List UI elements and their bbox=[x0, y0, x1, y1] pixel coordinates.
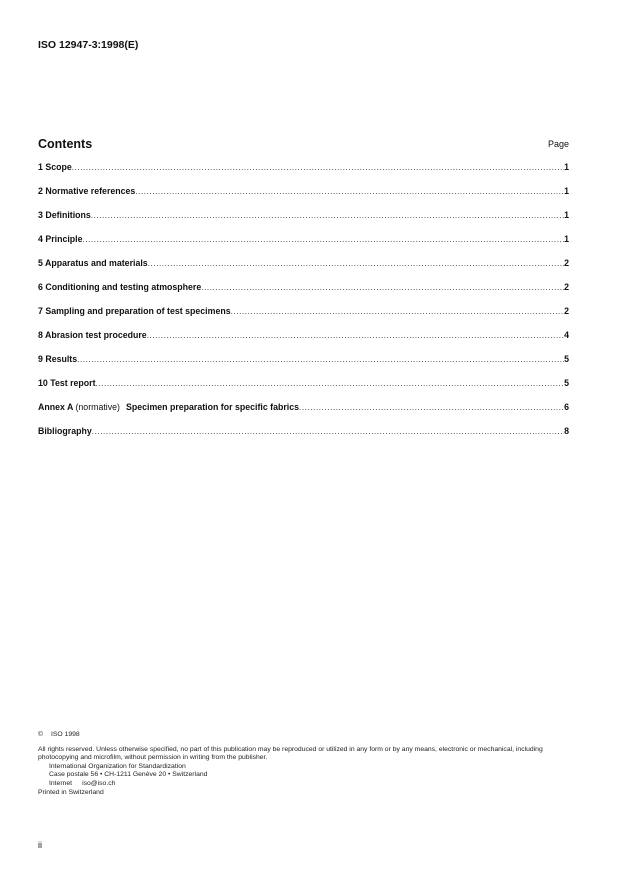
toc-entry-title: 1 Scope bbox=[38, 162, 72, 172]
toc-entry-page: 8 bbox=[564, 426, 569, 436]
postal-address: Case postale 56 • CH-1211 Genève 20 • Switzerland bbox=[49, 771, 208, 779]
toc-entry-principle[interactable] bbox=[38, 234, 569, 258]
toc-entry-sampling[interactable] bbox=[38, 306, 569, 330]
dot-leader bbox=[231, 307, 564, 316]
dot-leader bbox=[83, 235, 565, 244]
dot-leader bbox=[91, 211, 564, 220]
contents-heading: Contents bbox=[38, 137, 93, 151]
internet-label: Internet bbox=[49, 779, 73, 787]
toc-entry-title: 4 Principle bbox=[38, 234, 83, 244]
email-address: iso@iso.ch bbox=[82, 779, 116, 787]
page-column-label: Page bbox=[547, 139, 569, 149]
copyright-footer bbox=[38, 731, 578, 797]
annex-subtitle: Specimen preparation for specific fabrics bbox=[125, 402, 300, 412]
toc-entry-bibliography[interactable] bbox=[38, 426, 569, 450]
toc-entry-title: 10 Test report bbox=[38, 378, 96, 388]
dot-leader bbox=[72, 163, 564, 172]
toc-entry-title: 6 Conditioning and testing atmosphere bbox=[38, 282, 202, 292]
page-number: ii bbox=[38, 840, 42, 850]
toc-entry-title: 5 Apparatus and materials bbox=[38, 258, 148, 268]
toc-entry-title: 8 Abrasion test procedure bbox=[38, 330, 147, 340]
toc-entry-title bbox=[38, 402, 299, 412]
toc-entry-page: 6 bbox=[564, 402, 569, 412]
annex-label: Annex A bbox=[38, 402, 74, 412]
dot-leader bbox=[148, 259, 564, 268]
dot-leader bbox=[92, 427, 564, 436]
internet-line bbox=[38, 780, 578, 789]
dot-leader bbox=[135, 187, 564, 196]
toc-entry-title: 3 Definitions bbox=[38, 210, 91, 220]
document-id: ISO 12947-3:1998(E) bbox=[38, 39, 139, 51]
table-of-contents bbox=[38, 162, 569, 450]
annex-qualifier: (normative) bbox=[75, 402, 120, 412]
toc-entry-page: 2 bbox=[564, 282, 569, 292]
toc-entry-page: 5 bbox=[564, 354, 569, 364]
dot-leader bbox=[96, 379, 565, 388]
copyright-symbol: © bbox=[38, 731, 44, 738]
copyright-text: ISO 1998 bbox=[51, 731, 80, 738]
organization-name: International Organization for Standardization bbox=[49, 762, 186, 770]
toc-entry-normative-references[interactable] bbox=[38, 186, 569, 210]
toc-entry-title: 7 Sampling and preparation of test specimens bbox=[38, 306, 231, 316]
toc-entry-page: 1 bbox=[564, 210, 569, 220]
toc-entry-abrasion-procedure[interactable] bbox=[38, 330, 569, 354]
toc-entry-title: 2 Normative references bbox=[38, 186, 136, 196]
toc-entry-scope[interactable] bbox=[38, 162, 569, 186]
toc-entry-title: 9 Results bbox=[38, 354, 78, 364]
toc-entry-results[interactable] bbox=[38, 354, 569, 378]
toc-entry-apparatus[interactable] bbox=[38, 258, 569, 282]
copyright-line bbox=[38, 731, 578, 740]
dot-leader bbox=[147, 331, 564, 340]
toc-entry-annex-a[interactable] bbox=[38, 402, 569, 426]
toc-entry-page: 1 bbox=[564, 162, 569, 172]
dot-leader bbox=[77, 355, 564, 364]
rights-notice: All rights reserved. Unless otherwise specified, no part of this publication may be reproduced or utilized in any form or by any means, electronic or mechanical, including photocopying and microfilm, without permission in writing from the publisher. bbox=[38, 745, 543, 762]
toc-entry-definitions[interactable] bbox=[38, 210, 569, 234]
toc-entry-page: 2 bbox=[564, 306, 569, 316]
toc-entry-page: 4 bbox=[564, 330, 569, 340]
toc-entry-title: Bibliography bbox=[38, 426, 92, 436]
toc-entry-test-report[interactable] bbox=[38, 378, 569, 402]
toc-entry-page: 1 bbox=[564, 234, 569, 244]
dot-leader bbox=[299, 403, 564, 412]
dot-leader bbox=[201, 283, 564, 292]
toc-entry-page: 5 bbox=[564, 378, 569, 388]
toc-entry-page: 1 bbox=[564, 186, 569, 196]
toc-entry-page: 2 bbox=[564, 258, 569, 268]
printed-in: Printed in Switzerland bbox=[38, 788, 104, 796]
toc-entry-conditioning[interactable] bbox=[38, 282, 569, 306]
